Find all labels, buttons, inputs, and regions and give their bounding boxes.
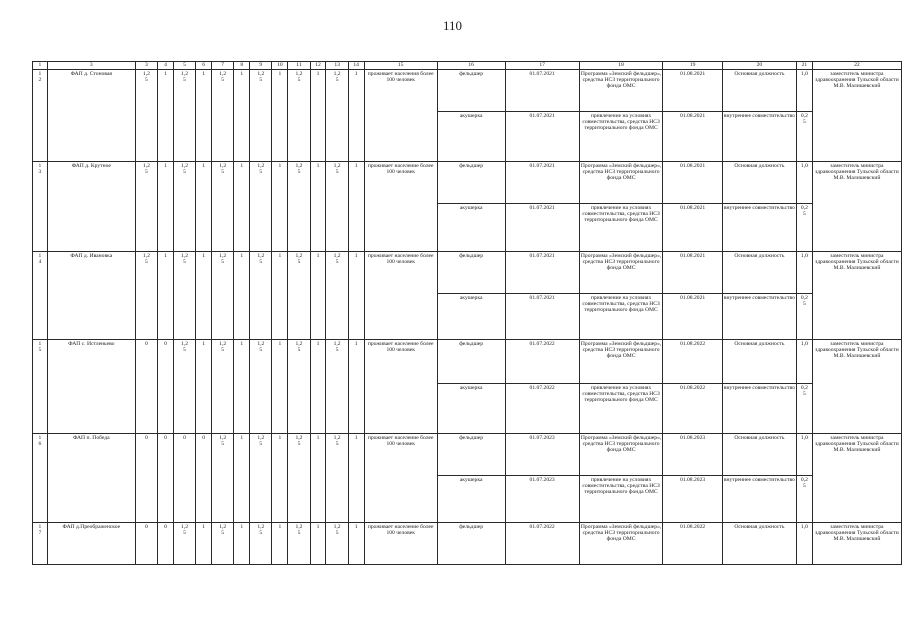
table-row	[33, 523, 902, 565]
hire-date: 01.08.2021	[663, 294, 722, 340]
column-number: 22	[812, 62, 901, 70]
column-number: 14	[348, 62, 364, 70]
rate-cell: 1,2 5	[288, 70, 310, 162]
rate-cell: 1,2 5	[212, 252, 234, 340]
funding-source: Программа «Земский фельдшер», средства НСЗ территориального фонда ОМС	[579, 162, 663, 204]
rate-cell: 1,2 5	[212, 70, 234, 162]
rate-cell: 1,2 5	[250, 252, 272, 340]
employment-type: Основная должность	[722, 340, 796, 384]
rate-cell: 0	[135, 434, 157, 523]
employment-type: внутреннее совместительство	[722, 112, 796, 162]
rate-cell: 1	[234, 340, 250, 434]
rate-cell: 1,2 5	[250, 434, 272, 523]
rate-cell: 1,2 5	[212, 523, 234, 565]
rate-cell: 1	[272, 434, 288, 523]
funding-source: Программа «Земский фельдшер», средства НСЗ территориального фонда ОМС	[579, 434, 663, 476]
start-date: 01.07.2022	[505, 523, 579, 565]
funding-source: привлечение на условиях совместительства, средства НСЗ территориального фонда ОМС	[579, 204, 663, 252]
column-number-row	[33, 62, 902, 70]
table-row	[33, 70, 902, 112]
table-header	[33, 62, 902, 70]
staff-rate: 0,2 5	[796, 112, 812, 162]
fap-name: ФАП д. Ивановка	[47, 252, 135, 340]
rate-cell: 1,2 5	[212, 340, 234, 434]
staff-rate: 1,0	[796, 340, 812, 384]
column-number: 10	[272, 62, 288, 70]
staff-position: акушерка	[437, 112, 505, 162]
rate-cell: 0	[196, 434, 212, 523]
column-number: 18	[579, 62, 663, 70]
rate-cell: 1	[234, 70, 250, 162]
rate-cell: 1	[272, 162, 288, 252]
funding-source: привлечение на условиях совместительства, средства НСЗ территориального фонда ОМС	[579, 476, 663, 523]
population-note: проживает население более 100 человек	[364, 523, 437, 565]
start-date: 01.07.2021	[505, 294, 579, 340]
rate-cell: 0	[158, 434, 174, 523]
rate-cell: 0	[135, 340, 157, 434]
rate-cell: 1,2 5	[173, 523, 195, 565]
rate-cell: 1,2 5	[250, 70, 272, 162]
rate-cell: 1	[310, 70, 326, 162]
staff-position: акушерка	[437, 294, 505, 340]
rate-cell: 1,2 5	[288, 340, 310, 434]
staff-position: фельдшер	[437, 434, 505, 476]
employment-type: внутреннее совместительство	[722, 384, 796, 434]
table-row	[33, 434, 902, 476]
column-number: 3	[135, 62, 157, 70]
employment-type: Основная должность	[722, 252, 796, 294]
hire-date: 01.08.2023	[663, 476, 722, 523]
column-number: 11	[288, 62, 310, 70]
employment-type: внутреннее совместительство	[722, 294, 796, 340]
row-number: 1 7	[33, 523, 48, 565]
start-date: 01.07.2023	[505, 434, 579, 476]
rate-cell: 1	[158, 162, 174, 252]
rate-cell: 1,2 5	[173, 70, 195, 162]
staff-position: акушерка	[437, 384, 505, 434]
column-number: 9	[250, 62, 272, 70]
fap-name: ФАП п. Победа	[47, 434, 135, 523]
rate-cell: 1,2 5	[173, 340, 195, 434]
column-number: 1	[33, 62, 48, 70]
rate-cell: 1	[348, 70, 364, 162]
rate-cell: 0	[173, 434, 195, 523]
fap-name: ФАП д. Крутное	[47, 162, 135, 252]
rate-cell: 1	[158, 70, 174, 162]
start-date: 01.07.2022	[505, 340, 579, 384]
employment-type: Основная должность	[722, 70, 796, 112]
staff-rate: 0,2 5	[796, 294, 812, 340]
rate-cell: 1	[348, 162, 364, 252]
population-note: проживает населения более 100 человек	[364, 70, 437, 162]
funding-source: Программа «Земский фельдшер», средства НСЗ территориального фонда ОМС	[579, 340, 663, 384]
rate-cell: 1	[310, 340, 326, 434]
start-date: 01.07.2022	[505, 384, 579, 434]
start-date: 01.07.2021	[505, 204, 579, 252]
rate-cell: 1	[234, 162, 250, 252]
staff-position: фельдшер	[437, 340, 505, 384]
start-date: 01.07.2021	[505, 252, 579, 294]
employment-type: Основная должность	[722, 162, 796, 204]
column-number: 17	[505, 62, 579, 70]
rate-cell: 1,2 5	[212, 162, 234, 252]
column-number: 20	[722, 62, 796, 70]
population-note: проживает население более 100 человек	[364, 252, 437, 340]
fap-name: ФАП д.Преображенское	[47, 523, 135, 565]
rate-cell: 1	[234, 523, 250, 565]
employment-type: внутреннее совместительство	[722, 476, 796, 523]
rate-cell: 1	[310, 523, 326, 565]
rate-cell: 1	[310, 434, 326, 523]
hire-date: 01.08.2022	[663, 384, 722, 434]
column-number: 13	[326, 62, 348, 70]
rate-cell: 1,2 5	[135, 70, 157, 162]
rate-cell: 1	[196, 70, 212, 162]
staff-rate: 0,2 5	[796, 204, 812, 252]
hire-date: 01.08.2021	[663, 70, 722, 112]
rate-cell: 1	[348, 434, 364, 523]
fap-staffing-table	[32, 61, 902, 565]
population-note: проживает население более 100 человек	[364, 340, 437, 434]
rate-cell: 1	[196, 162, 212, 252]
staff-rate: 1,0	[796, 70, 812, 112]
rate-cell: 1,2 5	[326, 434, 348, 523]
rate-cell: 1	[158, 252, 174, 340]
rate-cell: 1,2 5	[288, 252, 310, 340]
rate-cell: 1	[310, 162, 326, 252]
column-number: 19	[663, 62, 722, 70]
rate-cell: 1,2 5	[250, 162, 272, 252]
staff-rate: 1,0	[796, 523, 812, 565]
hire-date: 01.08.2022	[663, 340, 722, 384]
rate-cell: 1	[272, 340, 288, 434]
employment-type: внутреннее совместительство	[722, 204, 796, 252]
rate-cell: 1	[234, 252, 250, 340]
funding-source: привлечение на условиях совместительства, средства НСЗ территориального фонда ОМС	[579, 112, 663, 162]
employment-type: Основная должность	[722, 434, 796, 476]
column-number: 7	[212, 62, 234, 70]
rate-cell: 1	[348, 340, 364, 434]
rate-cell: 1,2 5	[288, 523, 310, 565]
row-number: 1 4	[33, 252, 48, 340]
rate-cell: 1	[196, 523, 212, 565]
rate-cell: 1,2 5	[250, 523, 272, 565]
column-number: 12	[310, 62, 326, 70]
staff-rate: 0,2 5	[796, 384, 812, 434]
rate-cell: 0	[158, 340, 174, 434]
staff-position: фельдшер	[437, 523, 505, 565]
column-number: 6	[196, 62, 212, 70]
hire-date: 01.08.2021	[663, 112, 722, 162]
approver: заместитель министра здравоохранения Тульской области М.В. Малишевский	[812, 252, 901, 340]
row-number: 1 6	[33, 434, 48, 523]
staff-position: фельдшер	[437, 252, 505, 294]
approver: заместитель министра здравоохранения Тульской области М.В. Малишевский	[812, 340, 901, 434]
staff-position: акушерка	[437, 476, 505, 523]
rate-cell: 0	[135, 523, 157, 565]
start-date: 01.07.2021	[505, 112, 579, 162]
funding-source: привлечение на условиях совместительства, средства НСЗ территориального фонда ОМС	[579, 384, 663, 434]
fap-name: ФАП с. Истленьево	[47, 340, 135, 434]
column-number: 21	[796, 62, 812, 70]
start-date: 01.07.2023	[505, 476, 579, 523]
rate-cell: 1,2 5	[326, 523, 348, 565]
row-number: 1 5	[33, 340, 48, 434]
start-date: 01.07.2021	[505, 70, 579, 112]
rate-cell: 1,2 5	[250, 340, 272, 434]
approver: заместитель министра здравоохранения Тульской области М.В. Малишевский	[812, 70, 901, 162]
funding-source: привлечение на условиях совместительства, средства НСЗ территориального фонда ОМС	[579, 294, 663, 340]
rate-cell: 1,2 5	[212, 434, 234, 523]
fap-name: ФАП д. Стоновая	[47, 70, 135, 162]
funding-source: Программа «Земский фельдшер», средства НСЗ территориального фонда ОМС	[579, 252, 663, 294]
hire-date: 01.08.2022	[663, 523, 722, 565]
employment-type: Основная должность	[722, 523, 796, 565]
rate-cell: 1,2 5	[135, 252, 157, 340]
rate-cell: 1,2 5	[288, 434, 310, 523]
rate-cell: 1	[196, 340, 212, 434]
rate-cell: 1,2 5	[173, 252, 195, 340]
staff-position: фельдшер	[437, 70, 505, 112]
population-note: проживает население более 100 человек	[364, 162, 437, 252]
table-row	[33, 252, 902, 294]
column-number: 3	[47, 62, 135, 70]
funding-source: Программа «Земский фельдшер», средства НСЗ территориального фонда ОМС	[579, 70, 663, 112]
column-number: 16	[437, 62, 505, 70]
rate-cell: 1	[348, 523, 364, 565]
staff-position: фельдшер	[437, 162, 505, 204]
funding-source: Программа «Земский фельдшер», средства НСЗ территориального фонда ОМС	[579, 523, 663, 565]
rate-cell: 1	[272, 70, 288, 162]
row-number: 1 2	[33, 70, 48, 162]
column-number: 15	[364, 62, 437, 70]
approver: заместитель министра здравоохранения Тульской области М.В. Малишевский	[812, 523, 901, 565]
rate-cell: 1	[348, 252, 364, 340]
rate-cell: 1,2 5	[173, 162, 195, 252]
table-row	[33, 162, 902, 204]
staff-position: акушерка	[437, 204, 505, 252]
rate-cell: 1	[310, 252, 326, 340]
approver: заместитель министра здравоохранения Тульской области М.В. Малишевский	[812, 434, 901, 523]
staff-rate: 0,2 5	[796, 476, 812, 523]
rate-cell: 1	[234, 434, 250, 523]
rate-cell: 0	[158, 523, 174, 565]
hire-date: 01.08.2021	[663, 252, 722, 294]
column-number: 4	[158, 62, 174, 70]
rate-cell: 1,2 5	[326, 70, 348, 162]
rate-cell: 1	[196, 252, 212, 340]
hire-date: 01.08.2021	[663, 204, 722, 252]
hire-date: 01.08.2021	[663, 162, 722, 204]
table-body	[33, 70, 902, 565]
hire-date: 01.08.2023	[663, 434, 722, 476]
rate-cell: 1	[272, 252, 288, 340]
staff-rate: 1,0	[796, 434, 812, 476]
staff-rate: 1,0	[796, 252, 812, 294]
rate-cell: 1,2 5	[326, 252, 348, 340]
rate-cell: 1	[272, 523, 288, 565]
column-number: 8	[234, 62, 250, 70]
rate-cell: 1,2 5	[326, 340, 348, 434]
approver: заместитель министра здравоохранения Тульской области М.В. Малишевский	[812, 162, 901, 252]
column-number: 5	[173, 62, 195, 70]
rate-cell: 1,2 5	[288, 162, 310, 252]
rate-cell: 1,2 5	[326, 162, 348, 252]
page-number: 110	[442, 18, 463, 33]
population-note: проживает население более 100 человек	[364, 434, 437, 523]
row-number: 1 3	[33, 162, 48, 252]
staff-rate: 1,0	[796, 162, 812, 204]
rate-cell: 1,2 5	[135, 162, 157, 252]
start-date: 01.07.2021	[505, 162, 579, 204]
table-row	[33, 340, 902, 384]
